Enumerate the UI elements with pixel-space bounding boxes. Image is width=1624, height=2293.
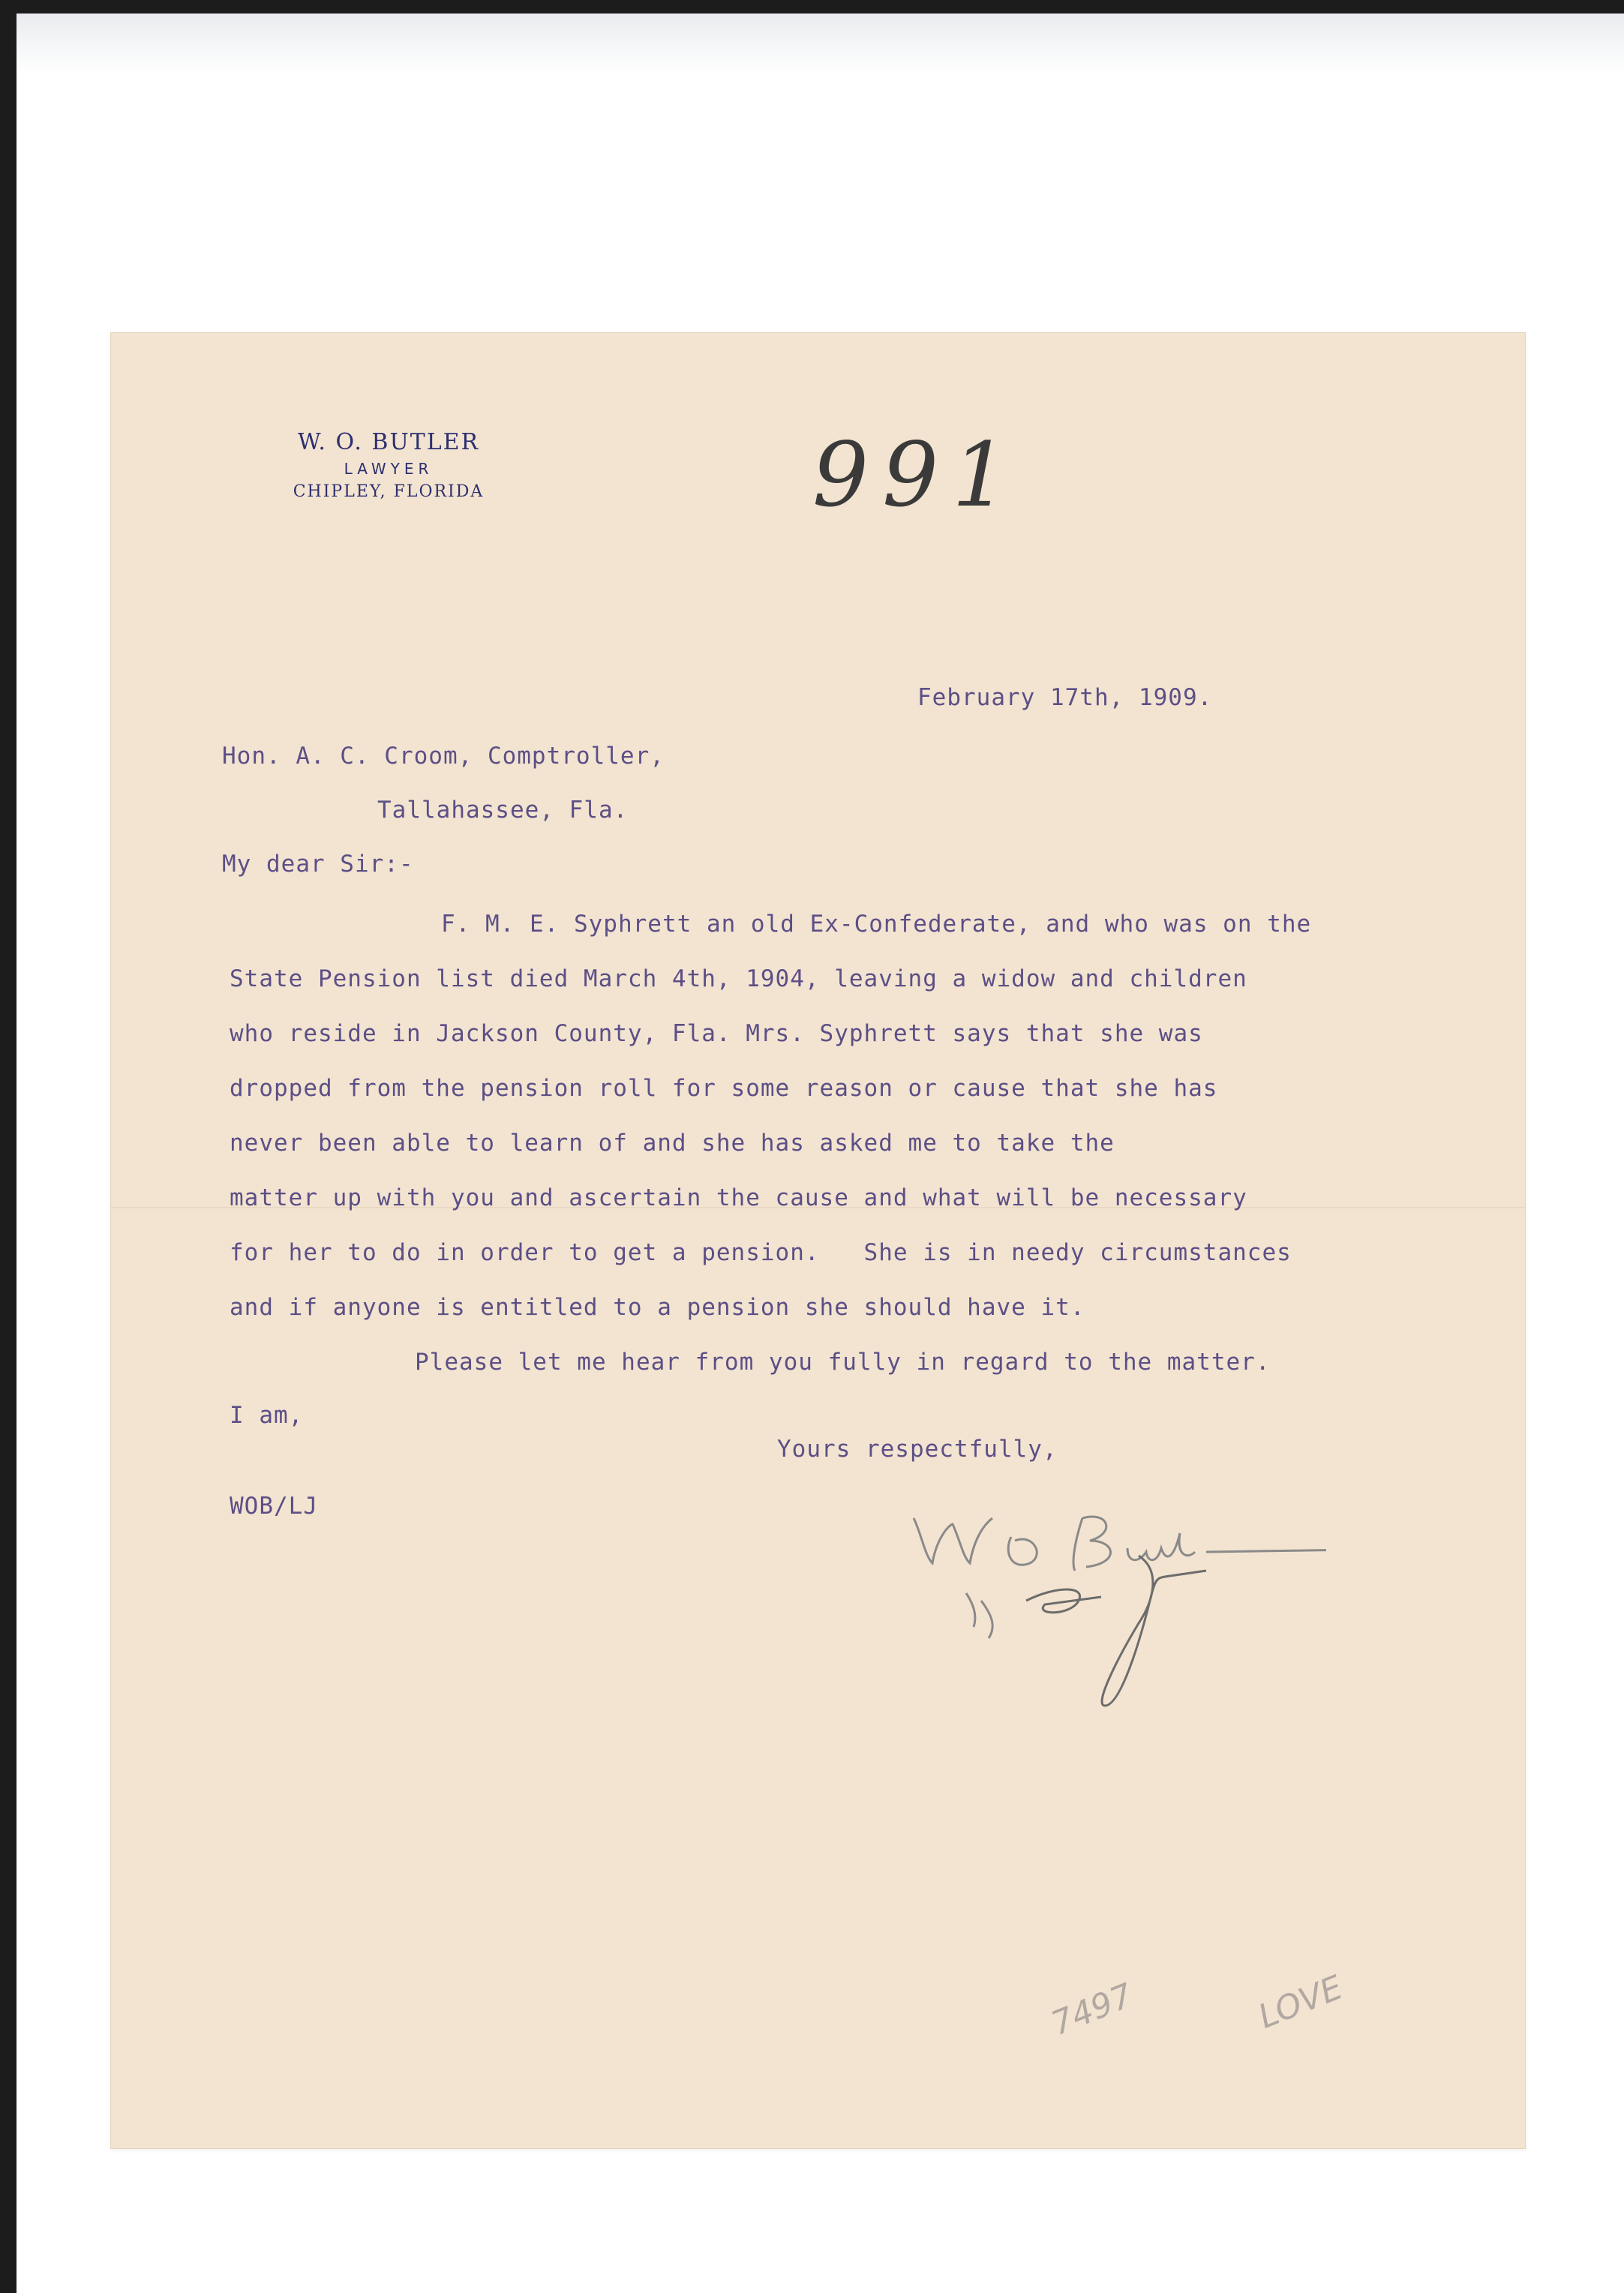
handwritten-signature — [786, 1488, 1326, 1728]
body-line: F. M. E. Syphrett an old Ex-Confederate, and who was on the — [441, 911, 1312, 938]
recipient-name: Hon. A. C. Croom, Comptroller, — [222, 743, 665, 770]
body-line: State Pension list died March 4th, 1904, leaving a widow and children — [230, 965, 1247, 992]
recipient-location: Tallahassee, Fla. — [377, 797, 629, 824]
closing-request: Please let me hear from you fully in regard to the matter. — [415, 1349, 1271, 1376]
pencil-mark: 7497 — [1046, 1976, 1139, 2044]
letterhead-title: LAWYER — [344, 460, 434, 478]
body-line: who reside in Jackson County, Fla. Mrs. Syphrett says that she was — [230, 1020, 1203, 1047]
body-line: matter up with you and ascertain the cause and what will be necessary — [230, 1184, 1247, 1211]
handwritten-file-number: 991 — [812, 423, 1022, 527]
pencil-mark: LOVE — [1253, 1968, 1349, 2036]
body-line: and if anyone is entitled to a pension she should have it. — [230, 1294, 1085, 1321]
body-line: never been able to learn of and she has asked me to take the — [230, 1130, 1115, 1157]
scanner-edge-top — [0, 0, 1624, 14]
closing: Yours respectfully, — [777, 1436, 1058, 1463]
letter-date: February 17th, 1909. — [917, 684, 1213, 711]
scanner-edge-left — [0, 0, 17, 2293]
body-line: for her to do in order to get a pension. She is in needy circumstances — [230, 1239, 1292, 1266]
scanner-shadow — [17, 14, 1624, 74]
letterhead-place: CHIPLEY, FLORIDA — [293, 482, 485, 501]
letterhead-name: W. O. BUTLER — [297, 429, 480, 455]
body-line: dropped from the pension roll for some reason or cause that she has — [230, 1075, 1218, 1102]
letter-page — [111, 333, 1525, 2148]
i-am: I am, — [230, 1402, 304, 1429]
letterhead — [254, 429, 524, 501]
reference-initials: WOB/LJ — [230, 1493, 318, 1520]
salutation: My dear Sir:- — [222, 851, 414, 878]
